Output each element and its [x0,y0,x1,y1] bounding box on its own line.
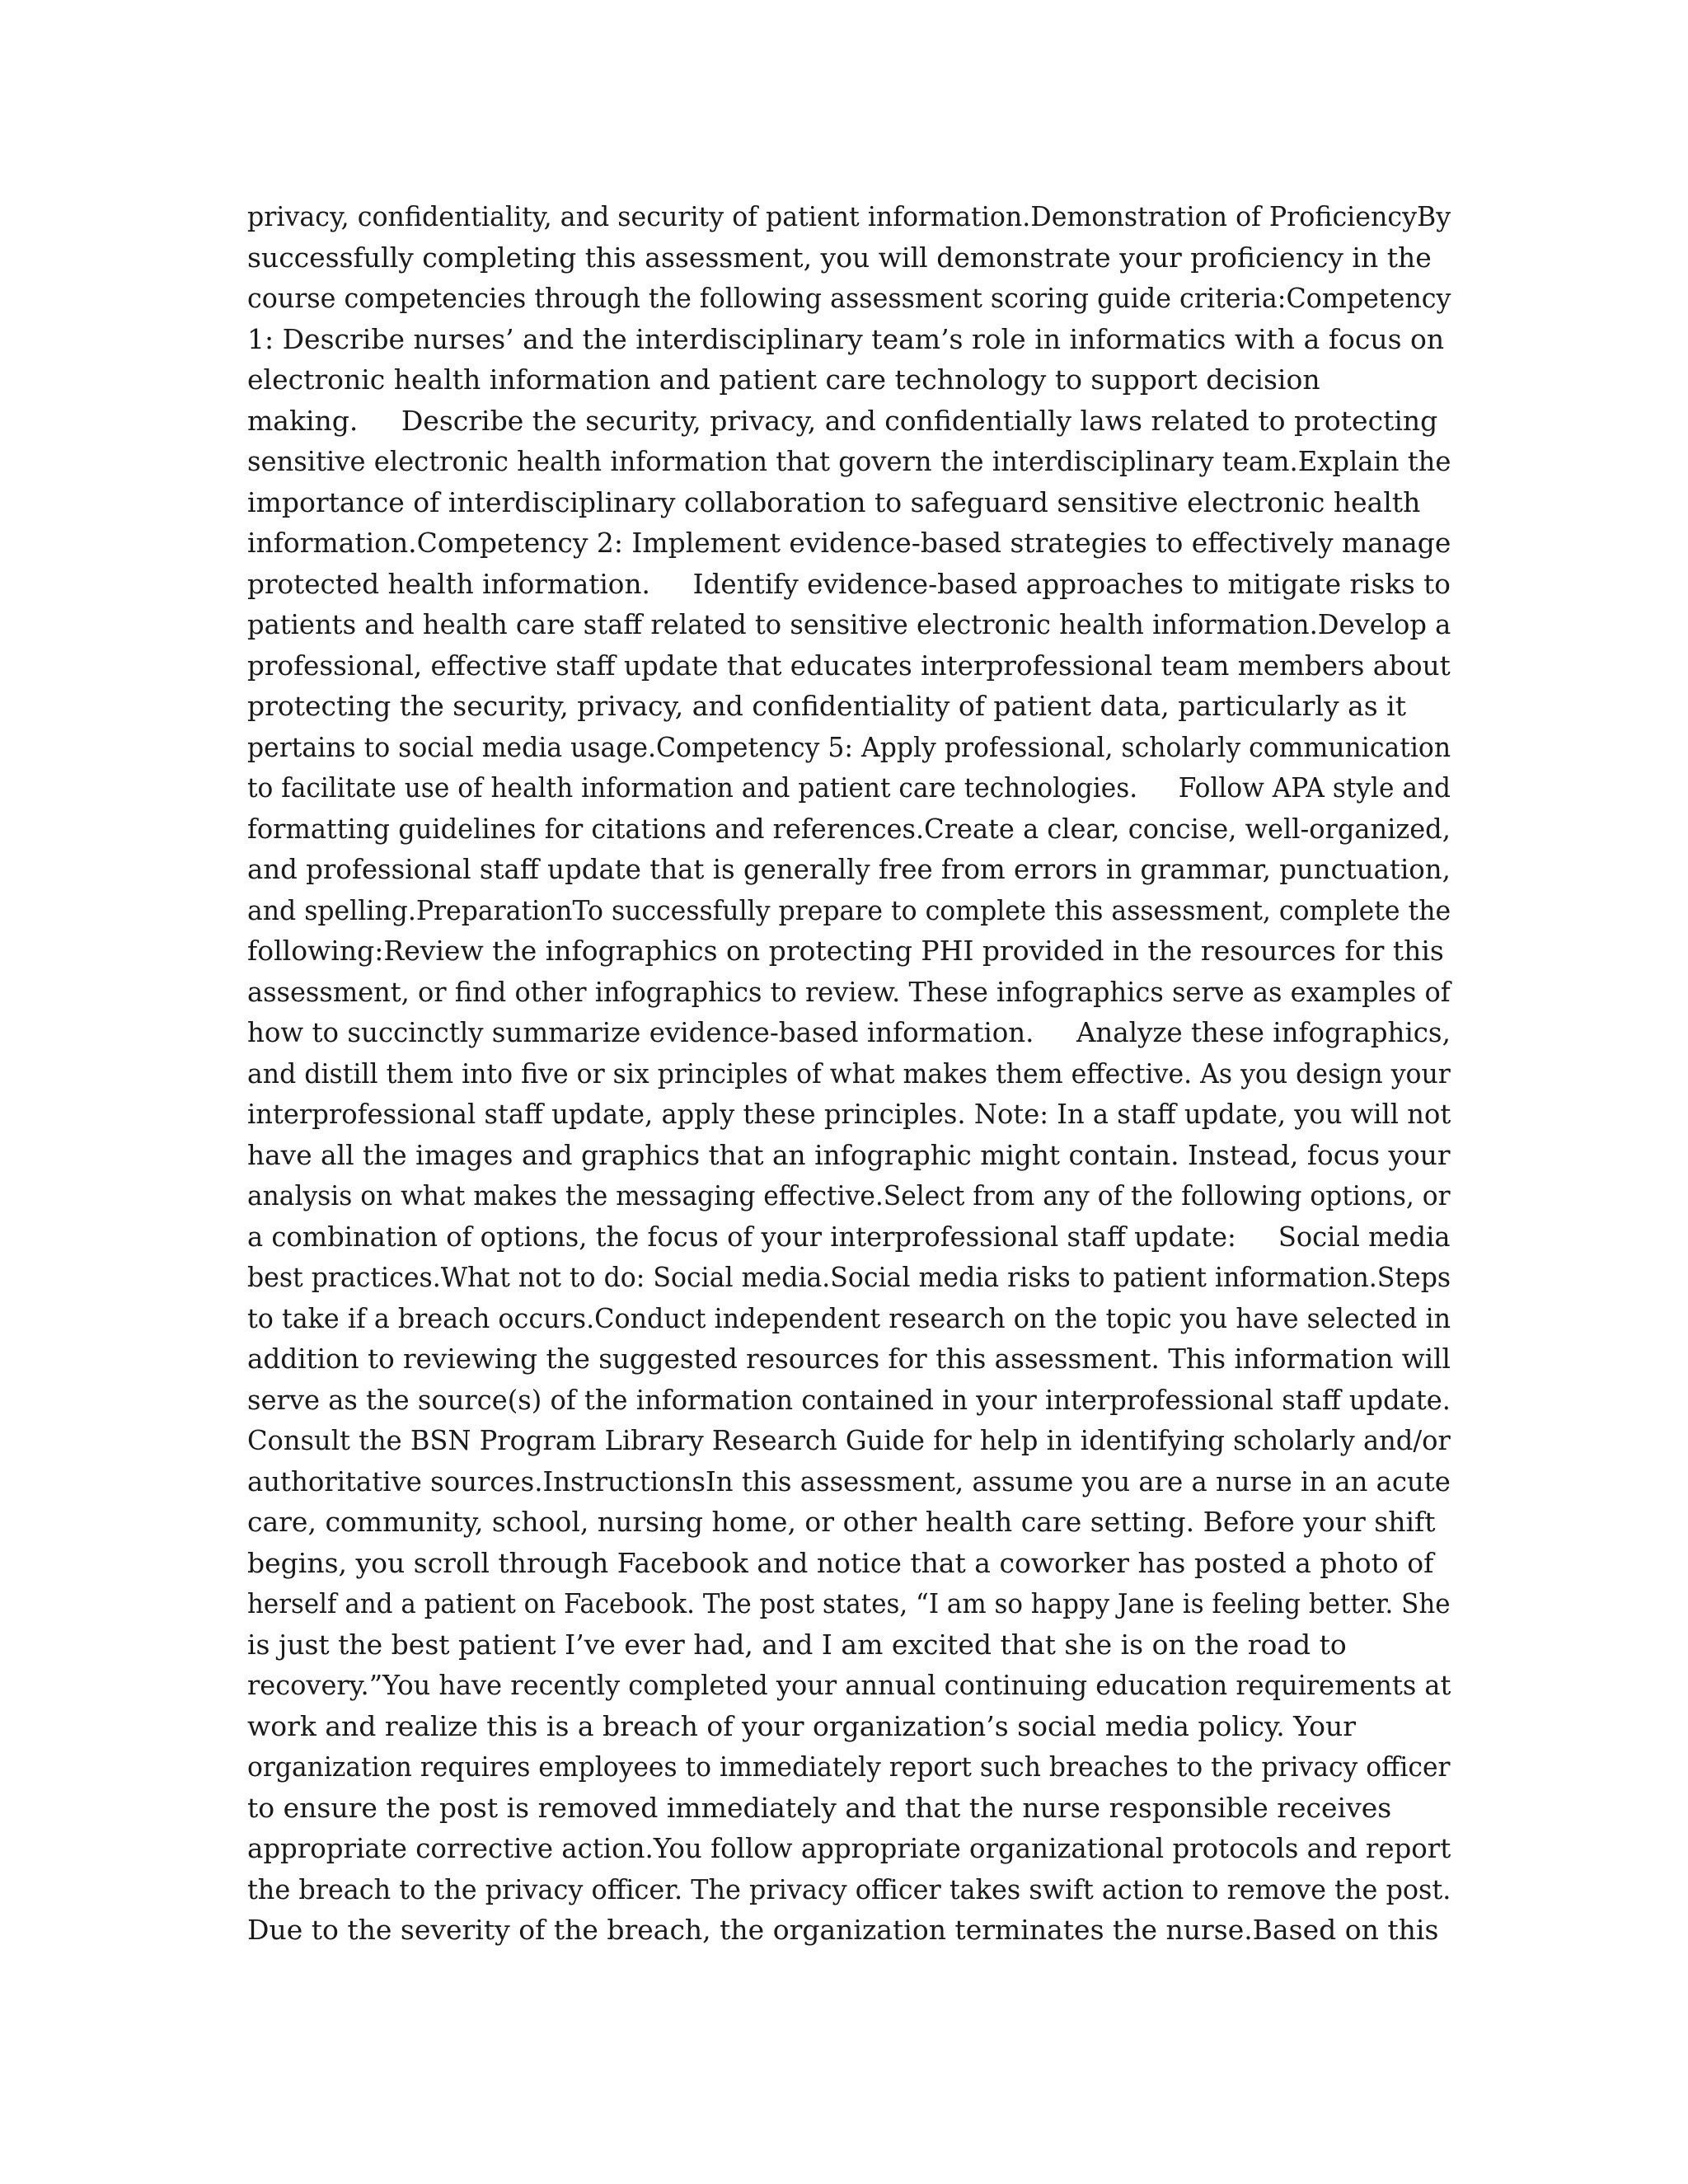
text-line: protecting the security, privacy, and confidentiality of patient data, particularly as it [247,690,1406,722]
text-line: serve as the source(s) of the information contained in your interprofessional staff update. [247,1383,1451,1416]
text-line: formatting guidelines for citations and references.Create a clear, concise, well-organized, [247,812,1451,845]
text-line: pertains to social media usage.Competency 5: Apply professional, scholarly communication [247,730,1451,763]
text-line: a combination of options, the focus of your interprofessional staff update: Social media [247,1220,1451,1253]
text-line: is just the best patient I’ve ever had, and I am excited that she is on the road to [247,1628,1347,1661]
text-line: work and realize this is a breach of your organization’s social media policy. Your [247,1709,1356,1742]
text-line: to facilitate use of health information and patient care technologies. Follow APA style and [247,771,1451,804]
text-line: course competencies through the following assessment scoring guide criteria:Competency [247,282,1451,314]
body-text [247,196,1451,1951]
text-line: electronic health information and patient care technology to support decision [247,363,1320,396]
text-line: recovery.”You have recently completed your annual continuing education requirements at [247,1669,1451,1701]
text-line: information.Competency 2: Implement evidence-based strategies to effectively manage [247,527,1451,559]
text-line: to take if a breach occurs.Conduct independent research on the topic you have selected in [247,1301,1451,1334]
text-line: and distill them into five or six principles of what makes them effective. As you design your [247,1057,1451,1090]
text-line: professional, effective staff update that educates interprofessional team members about [247,649,1451,682]
text-line: herself and a patient on Facebook. The post states, “I am so happy Jane is feeling better. She [247,1587,1451,1619]
text-line: interprofessional staff update, apply these principles. Note: In a staff update, you will not [247,1098,1451,1130]
text-line: making. Describe the security, privacy, and confidentially laws related to protecting [247,404,1438,437]
text-line: and professional staff update that is generally free from errors in grammar, punctuation, [247,853,1451,885]
text-line: successfully completing this assessment, you will demonstrate your proficiency in the [247,241,1432,274]
text-line: appropriate corrective action.You follow appropriate organizational protocols and report [247,1832,1451,1864]
text-line: analysis on what makes the messaging effective.Select from any of the following options, or [247,1179,1451,1212]
text-line: begins, you scroll through Facebook and notice that a coworker has posted a photo of [247,1546,1434,1579]
text-line: authoritative sources.InstructionsIn this assessment, assume you are a nurse in an acute [247,1465,1451,1497]
text-line: best practices.What not to do: Social media.Social media risks to patient information.Steps [247,1261,1451,1293]
text-line: privacy, confidentiality, and security of patient information.Demonstration of ProficiencyBy [247,200,1451,232]
text-line: and spelling.PreparationTo successfully prepare to complete this assessment, complete the [247,893,1451,926]
text-line: addition to reviewing the suggested resources for this assessment. This information will [247,1343,1451,1375]
text-line: importance of interdisciplinary collaboration to safeguard sensitive electronic health [247,485,1421,518]
text-line: sensitive electronic health information that govern the interdisciplinary team.Explain the [247,445,1451,477]
text-line: care, community, school, nursing home, or other health care setting. Before your shift [247,1506,1436,1538]
text-line: the breach to the privacy officer. The privacy officer takes swift action to remove the post. [247,1872,1451,1905]
text-line: assessment, or find other infographics to review. These infographics serve as examples of [247,975,1451,1008]
text-line: following:Review the infographics on protecting PHI provided in the resources for this [247,935,1444,967]
text-line: Consult the BSN Program Library Research Guide for help in identifying scholarly and/or [247,1424,1451,1456]
text-line: to ensure the post is removed immediately and that the nurse responsible receives [247,1791,1392,1824]
text-line: how to succinctly summarize evidence-based information. Analyze these infographics, [247,1016,1451,1048]
text-line: organization requires employees to immediately report such breaches to the privacy officer [247,1750,1451,1783]
text-line: 1: Describe nurses’ and the interdisciplinary team’s role in informatics with a focus on [247,322,1445,355]
text-line: patients and health care staff related to sensitive electronic health information.Develop a [247,608,1451,640]
text-line: have all the images and graphics that an infographic might contain. Instead, focus your [247,1138,1451,1171]
text-line: protected health information. Identify evidence-based approaches to mitigate risks to [247,567,1451,600]
text-line: Due to the severity of the breach, the organization terminates the nurse.Based on this [247,1914,1439,1946]
